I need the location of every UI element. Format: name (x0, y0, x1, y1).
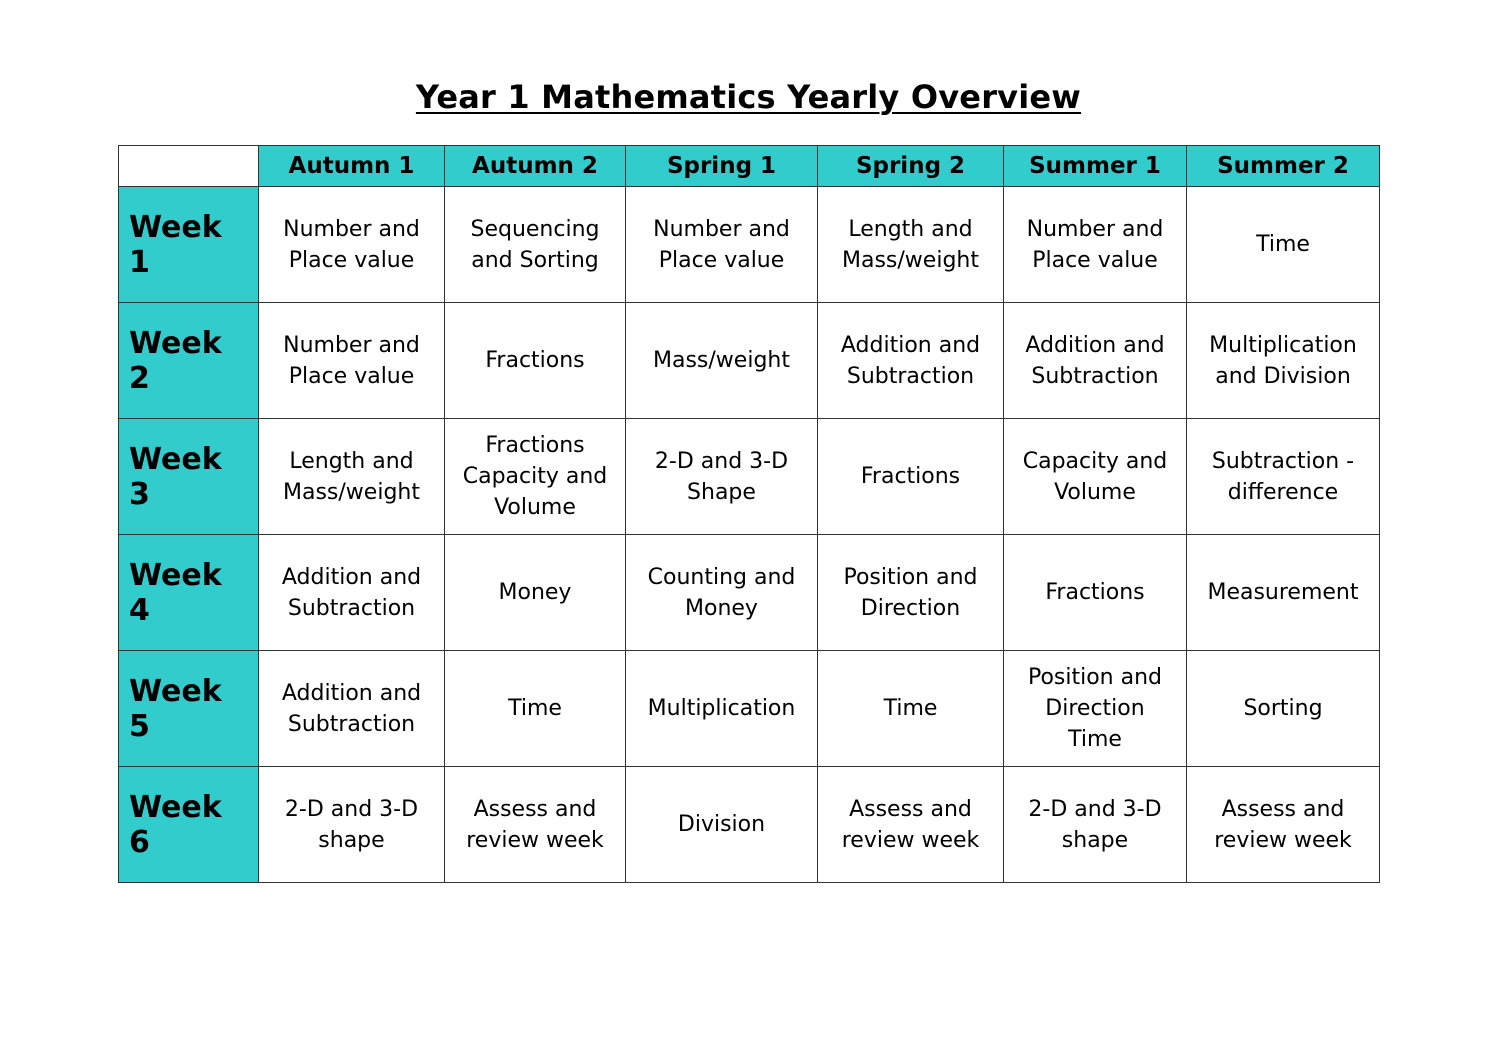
topic-cell: Measurement (1187, 535, 1380, 651)
topic-cell: Multiplication (626, 651, 818, 767)
topic-cell: Sorting (1187, 651, 1380, 767)
term-header-summer-1: Summer 1 (1004, 146, 1187, 187)
topic-cell: Capacity and Volume (1004, 419, 1187, 535)
topic-cell: Subtraction - difference (1187, 419, 1380, 535)
topic-cell: Addition and Subtraction (259, 651, 445, 767)
term-header-row (119, 146, 1380, 187)
topic-cell: Fractions (445, 303, 626, 419)
topic-cell: Division (626, 767, 818, 883)
week-row-6 (119, 767, 1380, 883)
term-header-autumn-1: Autumn 1 (259, 146, 445, 187)
topic-cell: Fractions (1004, 535, 1187, 651)
week-row-5 (119, 651, 1380, 767)
week-label: Week 1 (119, 187, 259, 303)
week-label: Week 6 (119, 767, 259, 883)
week-label: Week 5 (119, 651, 259, 767)
term-header-autumn-2: Autumn 2 (445, 146, 626, 187)
topic-cell: Time (1187, 187, 1380, 303)
topic-cell: Length and Mass/weight (818, 187, 1004, 303)
week-label: Week 2 (119, 303, 259, 419)
term-header-spring-1: Spring 1 (626, 146, 818, 187)
topic-cell: Addition and Subtraction (1004, 303, 1187, 419)
topic-cell: Sequencing and Sorting (445, 187, 626, 303)
topic-cell: Mass/weight (626, 303, 818, 419)
topic-cell: Number and Place value (259, 303, 445, 419)
topic-cell: Assess and review week (445, 767, 626, 883)
week-row-3 (119, 419, 1380, 535)
page-title: Year 1 Mathematics Yearly Overview (415, 78, 1082, 116)
week-row-4 (119, 535, 1380, 651)
week-row-1 (119, 187, 1380, 303)
topic-cell: Fractions (818, 419, 1004, 535)
topic-cell: Number and Place value (1004, 187, 1187, 303)
topic-cell: Addition and Subtraction (818, 303, 1004, 419)
topic-cell: Assess and review week (1187, 767, 1380, 883)
topic-cell: Multiplication and Division (1187, 303, 1380, 419)
week-label: Week 4 (119, 535, 259, 651)
topic-cell: Time (818, 651, 1004, 767)
topic-cell: Money (445, 535, 626, 651)
topic-cell: Position and Direction (818, 535, 1004, 651)
yearly-overview-table (118, 145, 1380, 883)
topic-cell: 2-D and 3-D shape (1004, 767, 1187, 883)
topic-cell: Number and Place value (259, 187, 445, 303)
topic-cell: Length and Mass/weight (259, 419, 445, 535)
term-header-spring-2: Spring 2 (818, 146, 1004, 187)
week-label: Week 3 (119, 419, 259, 535)
topic-cell: Time (445, 651, 626, 767)
topic-cell: Counting and Money (626, 535, 818, 651)
topic-cell: Number and Place value (626, 187, 818, 303)
topic-cell: 2-D and 3-D shape (259, 767, 445, 883)
topic-cell: Position and Direction Time (1004, 651, 1187, 767)
topic-cell: 2-D and 3-D Shape (626, 419, 818, 535)
topic-cell: Fractions Capacity and Volume (445, 419, 626, 535)
topic-cell: Addition and Subtraction (259, 535, 445, 651)
term-header-summer-2: Summer 2 (1187, 146, 1380, 187)
topic-cell: Assess and review week (818, 767, 1004, 883)
week-row-2 (119, 303, 1380, 419)
corner-cell (119, 146, 259, 187)
